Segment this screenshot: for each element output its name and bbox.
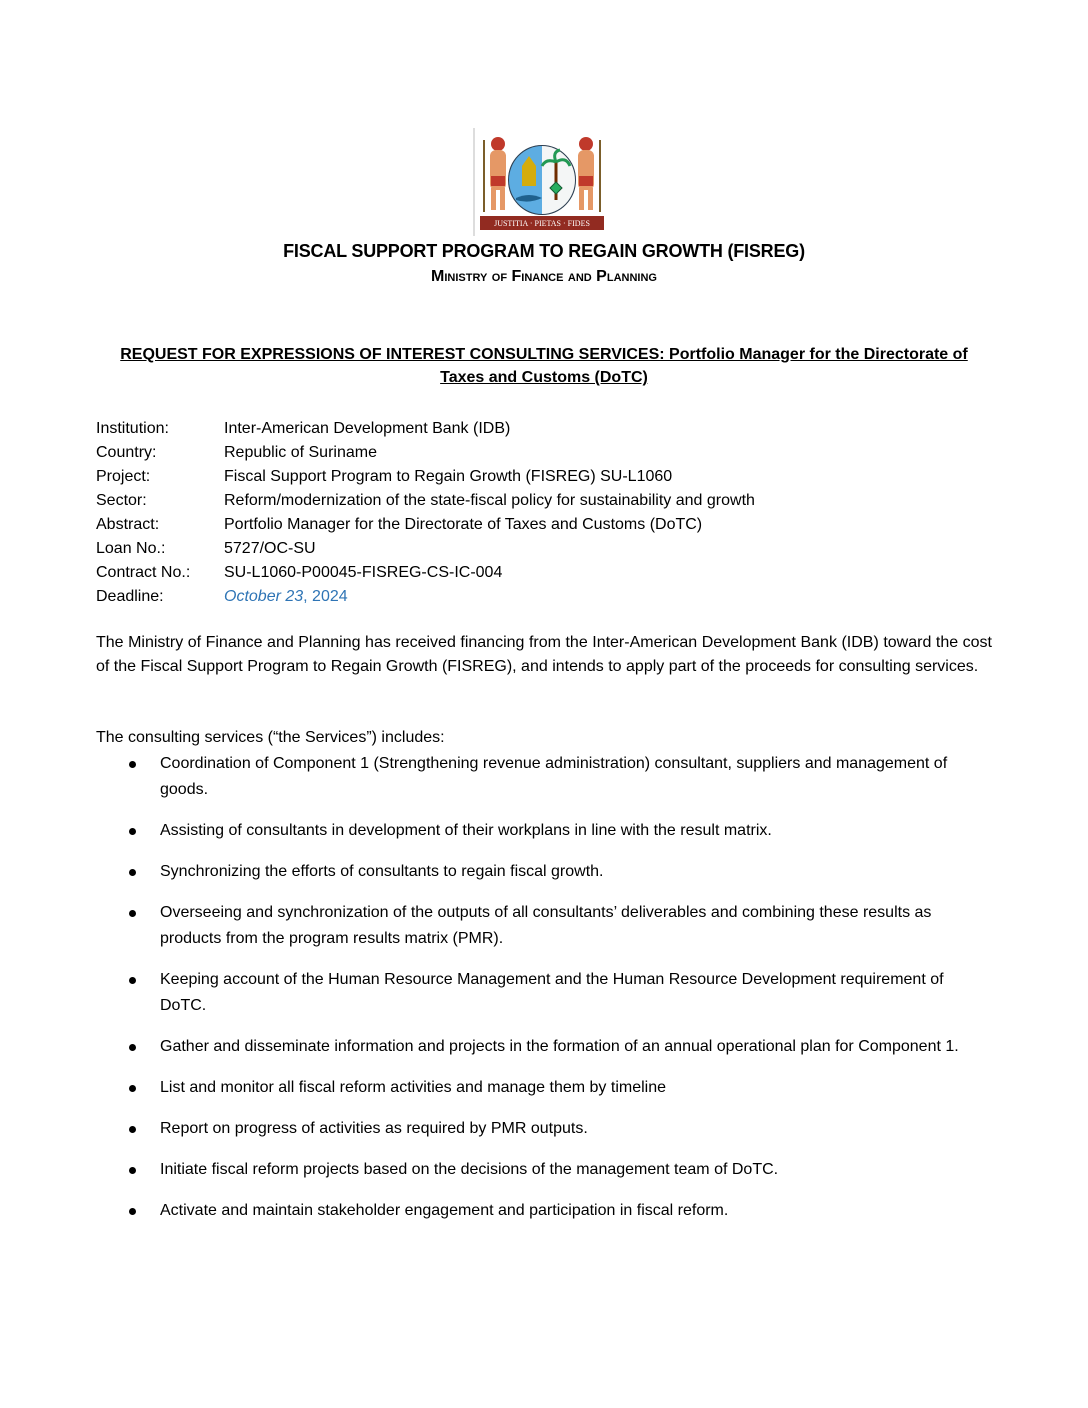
list-item-text: Assisting of consultants in development of their workplans in line with the result matrix. — [160, 822, 772, 839]
detail-label: Institution: — [96, 420, 169, 437]
detail-value: Inter-American Development Bank (IDB) — [224, 420, 511, 437]
detail-value: Fiscal Support Program to Regain Growth (FISREG) SU-L1060 — [224, 468, 673, 485]
list-item-text: List and monitor all fiscal reform activities and manage them by timeline — [160, 1079, 666, 1096]
services-list — [96, 751, 976, 1239]
deadline-row — [96, 585, 755, 609]
bullet-icon — [129, 910, 136, 917]
detail-value: Republic of Suriname — [224, 444, 377, 461]
list-item-text: Report on progress of activities as required by PMR outputs. — [160, 1120, 588, 1137]
deadline-year: , 2024 — [303, 588, 348, 605]
list-item-text: Synchronizing the efforts of consultants to regain fiscal growth. — [160, 863, 604, 880]
request-title: REQUEST FOR EXPRESSIONS OF INTEREST CONSULTING SERVICES: Portfolio Manager for the Directorate of Taxes and Customs (DoTC) — [120, 346, 968, 386]
deadline-label: Deadline: — [96, 588, 164, 605]
list-item — [96, 967, 976, 1019]
bullet-icon — [129, 1208, 136, 1215]
detail-row — [96, 417, 755, 441]
list-item — [96, 1034, 976, 1060]
bullet-icon — [129, 1044, 136, 1051]
list-item — [96, 859, 976, 885]
detail-row — [96, 537, 755, 561]
bullet-icon — [129, 977, 136, 984]
details-table — [96, 417, 755, 609]
list-item-text: Overseeing and synchronization of the outputs of all consultants’ deliverables and combining these results as products from the program results matrix (PMR). — [160, 904, 932, 947]
detail-row — [96, 561, 755, 585]
detail-label: Loan No.: — [96, 540, 166, 557]
bullet-icon — [129, 1126, 136, 1133]
services-intro: The consulting services (“the Services”) includes: — [96, 729, 445, 746]
bullet-icon — [129, 1167, 136, 1174]
bullet-icon — [129, 828, 136, 835]
deadline-date: October 23 — [224, 588, 304, 605]
list-item — [96, 1075, 976, 1101]
coat-of-arms-icon — [472, 128, 612, 236]
list-item-text: Activate and maintain stakeholder engagement and participation in fiscal reform. — [160, 1202, 729, 1219]
detail-label: Abstract: — [96, 516, 160, 533]
bullet-icon — [129, 761, 136, 768]
ministry-name: Ministry of Finance and Planning — [431, 268, 657, 285]
list-item — [96, 751, 976, 803]
detail-label: Sector: — [96, 492, 147, 509]
list-item — [96, 1157, 976, 1183]
list-item — [96, 818, 976, 844]
list-item — [96, 1116, 976, 1142]
list-item-text: Initiate fiscal reform projects based on the decisions of the management team of DoTC. — [160, 1161, 779, 1178]
detail-value: SU-L1060-P00045-FISREG-CS-IC-004 — [224, 564, 503, 581]
detail-value: Reform/modernization of the state-fiscal policy for sustainability and growth — [224, 492, 755, 509]
detail-row — [96, 513, 755, 537]
detail-value: Portfolio Manager for the Directorate of Taxes and Customs (DoTC) — [224, 516, 703, 533]
detail-label: Project: — [96, 468, 151, 485]
detail-label: Contract No.: — [96, 564, 191, 581]
detail-label: Country: — [96, 444, 157, 461]
list-item-text: Coordination of Component 1 (Strengthening revenue administration) consultant, suppliers and management of goods. — [160, 755, 948, 798]
program-title: FISCAL SUPPORT PROGRAM TO REGAIN GROWTH (FISREG) — [283, 241, 805, 261]
detail-row — [96, 465, 755, 489]
list-item-text: Keeping account of the Human Resource Management and the Human Resource Development requirement of DoTC. — [160, 971, 944, 1014]
detail-value: 5727/OC-SU — [224, 540, 316, 557]
detail-row — [96, 489, 755, 513]
detail-row — [96, 441, 755, 465]
list-item — [96, 1198, 976, 1224]
list-item — [96, 900, 976, 952]
deadline-value — [224, 585, 348, 609]
svg-text:JUSTITIA · PIETAS · FIDES: JUSTITIA · PIETAS · FIDES — [494, 219, 590, 228]
list-item-text: Gather and disseminate information and projects in the formation of an annual operational plan for Component 1. — [160, 1038, 959, 1055]
bullet-icon — [129, 1085, 136, 1092]
financing-paragraph: The Ministry of Finance and Planning has received financing from the Inter-American Development Bank (IDB) toward the cost of the Fiscal Support Program to Regain Growth (FISREG), and intends to apply part of the proceeds for consulting services. — [96, 634, 992, 675]
bullet-icon — [129, 869, 136, 876]
